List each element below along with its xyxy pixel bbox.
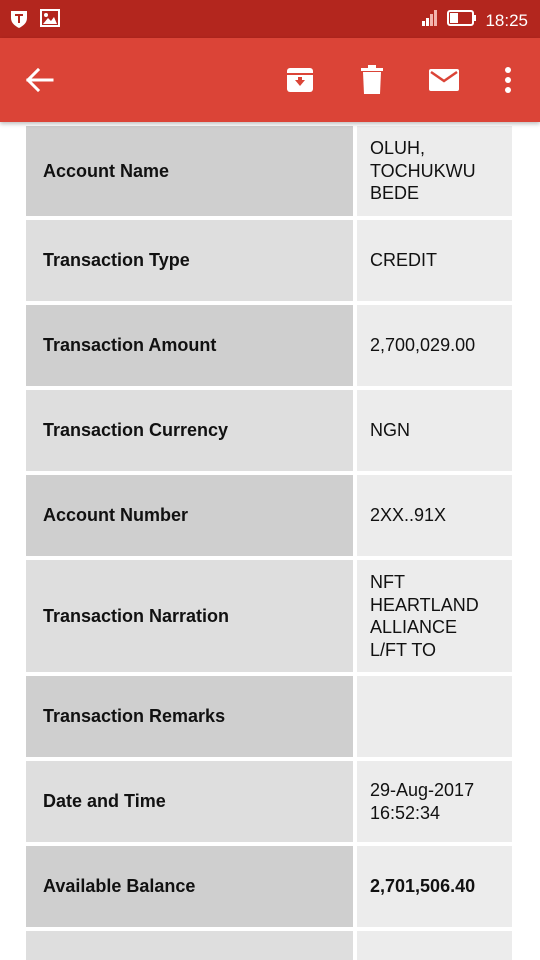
shield-notification-icon bbox=[10, 9, 28, 34]
row-value: 2,700,029.00 bbox=[357, 305, 512, 386]
row-value: OLUH, TOCHUKWU BEDE bbox=[357, 126, 512, 216]
archive-icon[interactable] bbox=[280, 60, 320, 100]
row-label: Transaction Currency bbox=[26, 390, 353, 471]
table-row bbox=[26, 305, 514, 386]
system-icons bbox=[421, 9, 528, 32]
table-row bbox=[26, 761, 514, 842]
image-notification-icon bbox=[40, 9, 60, 34]
mail-icon[interactable] bbox=[424, 60, 464, 100]
row-label: Transaction Remarks bbox=[26, 676, 353, 757]
row-value: 2,701,506.40 bbox=[357, 846, 512, 927]
battery-icon bbox=[447, 9, 477, 32]
clock: 18:25 bbox=[485, 10, 528, 30]
row-label: Transaction Narration bbox=[26, 560, 353, 672]
more-vert-icon[interactable] bbox=[488, 60, 528, 100]
table-row bbox=[26, 676, 514, 757]
back-arrow-icon[interactable] bbox=[20, 60, 60, 100]
table-row bbox=[26, 390, 514, 471]
delete-icon[interactable] bbox=[352, 60, 392, 100]
row-label: Account Number bbox=[26, 475, 353, 556]
row-label: Date and Time bbox=[26, 761, 353, 842]
row-value bbox=[357, 931, 512, 960]
toolbar bbox=[0, 38, 540, 122]
row-value: NFT HEARTLAND ALLIANCE L/FT TO bbox=[357, 560, 512, 672]
row-value: 29-Aug-2017 16:52:34 bbox=[357, 761, 512, 842]
email-body[interactable] bbox=[0, 122, 540, 960]
row-value bbox=[357, 676, 512, 757]
table-row bbox=[26, 475, 514, 556]
table-row bbox=[26, 126, 514, 216]
row-value: NGN bbox=[357, 390, 512, 471]
row-label: Account Name bbox=[26, 126, 353, 216]
table-row bbox=[26, 931, 514, 960]
table-row bbox=[26, 560, 514, 672]
status-bar bbox=[0, 0, 540, 38]
signal-icon bbox=[421, 9, 439, 32]
table-row bbox=[26, 220, 514, 301]
row-value: 2XX..91X bbox=[357, 475, 512, 556]
transaction-table bbox=[26, 126, 514, 960]
row-label: Transaction Type bbox=[26, 220, 353, 301]
row-label bbox=[26, 931, 353, 960]
row-label: Transaction Amount bbox=[26, 305, 353, 386]
row-label: Available Balance bbox=[26, 846, 353, 927]
notification-icons bbox=[10, 9, 60, 34]
table-row bbox=[26, 846, 514, 927]
row-value: CREDIT bbox=[357, 220, 512, 301]
